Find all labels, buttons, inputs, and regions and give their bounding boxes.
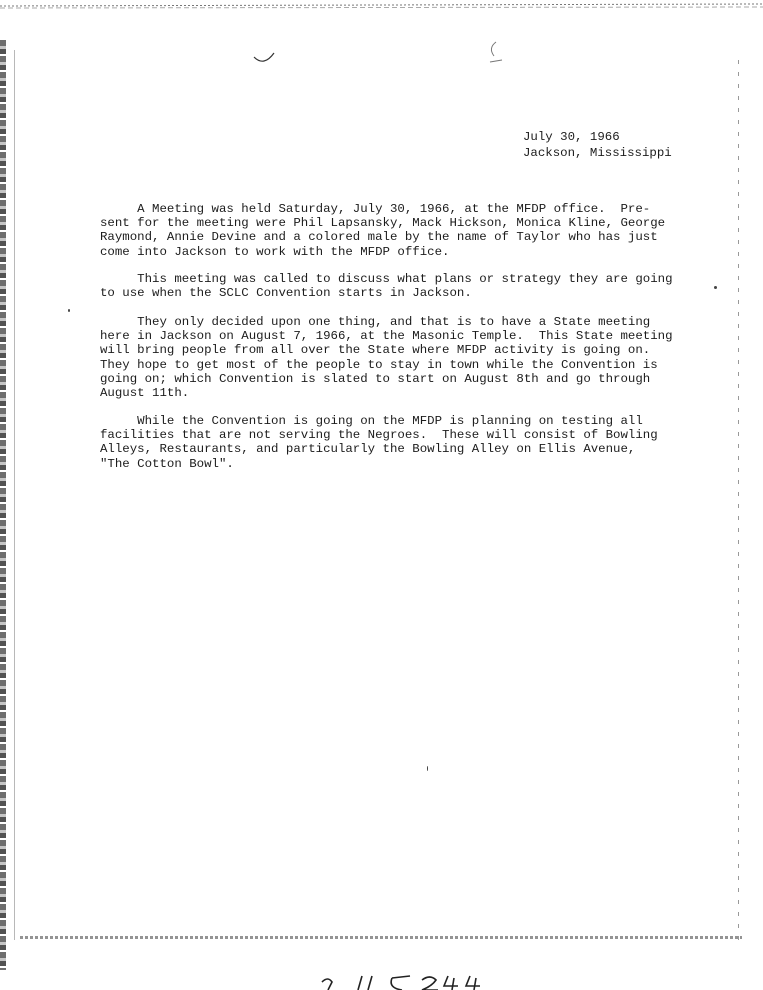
text-line: come into Jackson to work with the MFDP office. xyxy=(100,244,450,259)
text-line: August 11th. xyxy=(100,386,190,401)
date: July 30, 1966 xyxy=(523,130,620,144)
text-line: going on; which Convention is slated to start on August 8th and go through xyxy=(100,371,651,386)
text-line: While the Convention is going on the MFDP is planning on testing all xyxy=(100,414,643,428)
text-line: They only decided upon one thing, and that is to have a State meeting xyxy=(100,315,651,329)
torn-top-edge xyxy=(0,0,763,10)
text-line: Alleys, Restaurants, and particularly the Bowling Alley on Ellis Avenue, xyxy=(100,442,636,457)
text-line: Raymond, Annie Devine and a colored male by the name of Taylor who has just xyxy=(100,230,658,245)
margin-line xyxy=(14,50,15,940)
paper-mark xyxy=(484,38,508,68)
text-line: facilities that are not serving the Negroes. These will consist of Bowling xyxy=(100,428,658,443)
paper-speck xyxy=(427,766,428,771)
place: Jackson, Mississippi xyxy=(523,145,672,160)
paper-speck xyxy=(68,309,70,312)
dateline xyxy=(523,130,672,161)
paragraph xyxy=(100,414,660,471)
text-line: They hope to get most of the people to stay in town while the Convention is xyxy=(100,357,658,372)
text-line: "The Cotton Bowl". xyxy=(100,456,234,471)
handwritten-file-number xyxy=(318,968,518,990)
right-margin-marks xyxy=(738,60,739,940)
paragraph xyxy=(100,272,673,301)
text-line: This meeting was called to discuss what plans or strategy they are going xyxy=(100,272,673,286)
paragraph xyxy=(100,202,666,259)
paragraph xyxy=(100,315,673,401)
binding-edge xyxy=(0,40,6,970)
text-line: sent for the meeting were Phil Lapsansky, Mack Hickson, Monica Kline, George xyxy=(100,216,666,231)
bottom-margin-line xyxy=(20,936,742,939)
paper-mark xyxy=(250,45,280,70)
text-line: here in Jackson on August 7, 1966, at the Masonic Temple. This State meeting xyxy=(100,329,673,344)
text-line: will bring people from all over the State where MFDP activity is going on. xyxy=(100,343,651,358)
text-line: A Meeting was held Saturday, July 30, 1966, at the MFDP office. Pre- xyxy=(100,202,651,216)
paper-speck xyxy=(714,286,717,289)
text-line: to use when the SCLC Convention starts in Jackson. xyxy=(100,286,472,301)
